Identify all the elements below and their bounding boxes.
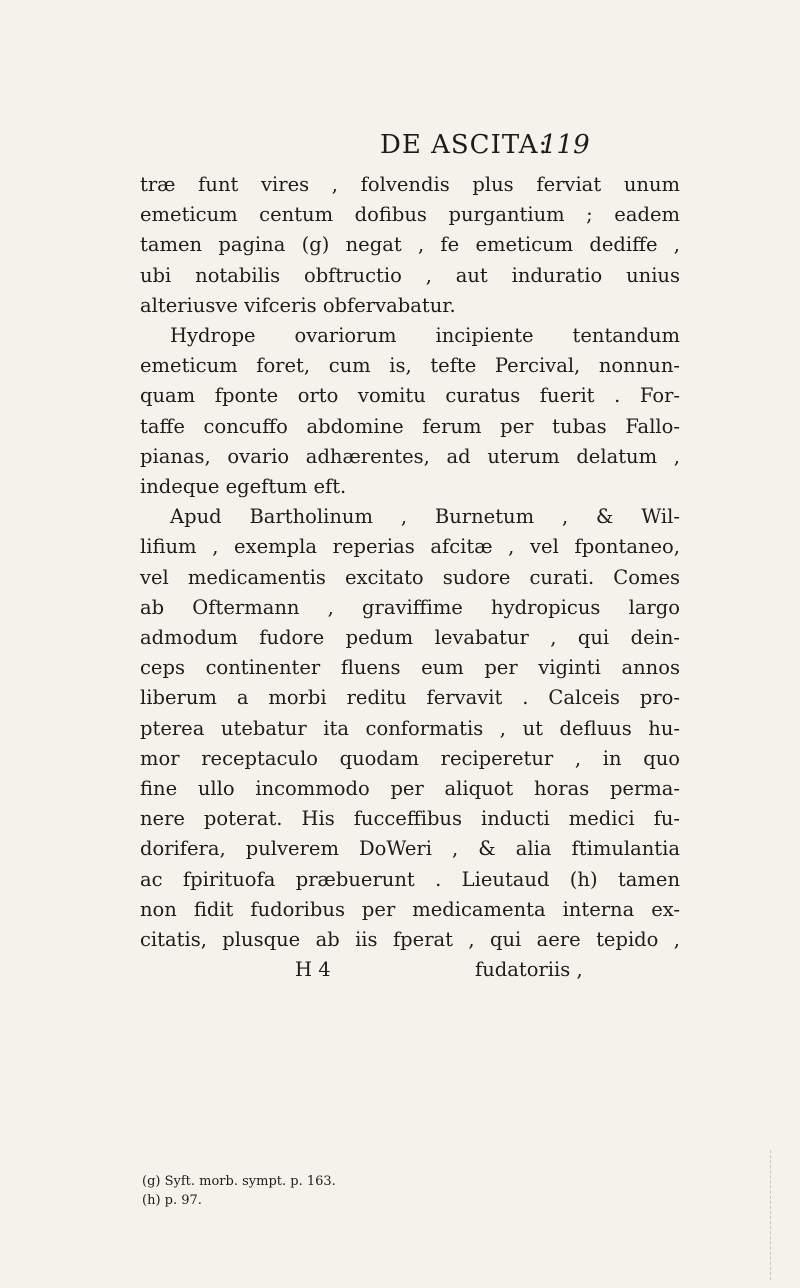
text-line: non fidit fudoribus per medicamenta interna ex-: [140, 897, 680, 921]
signature-mark: H 4: [295, 958, 331, 982]
text-line: citatis, plusque ab iis fperat , qui aere tepido ,: [140, 928, 680, 952]
text-line: nere poterat. His fucceffibus inducti medici fu-: [140, 807, 680, 831]
text-line: quam fponte orto vomitu curatus fuerit . For-: [140, 384, 680, 408]
text-line: alteriusve vifceris obfervabatur.: [140, 293, 456, 317]
text-line: ac fpirituofa præbuerunt . Lieutaud (h) tamen: [140, 867, 680, 891]
text-line: emeticum foret, cum is, tefte Percival, nonnun-: [140, 354, 680, 378]
text-line: Apud Bartholinum , Burnetum , & Wil-: [170, 505, 680, 529]
text-line: indeque egeftum eft.: [140, 475, 347, 499]
footnotes: [142, 1172, 336, 1210]
main-text: [140, 170, 680, 985]
text-line: taffe concuffo abdomine ferum per tubas Fallo-: [140, 414, 680, 438]
footnote: (h) p. 97.: [142, 1193, 202, 1208]
text-line: fine ullo incommodo per aliquot horas perma-: [140, 777, 680, 801]
text-line: tamen pagina (g) negat , fe emeticum dediffe ,: [140, 233, 680, 257]
page-number: 119: [540, 130, 590, 160]
text-line: liberum a morbi reditu fervavit . Calceis pro-: [140, 686, 680, 710]
text-line: træ funt vires , folvendis plus ferviat unum: [140, 173, 680, 196]
text-line: admodum fudore pedum levabatur , qui dein-: [140, 626, 680, 650]
text-line: ubi notabilis obftructio , aut induratio unius: [140, 263, 680, 287]
signature-line: [140, 955, 680, 985]
text-line: emeticum centum dofibus purgantium ; eadem: [140, 203, 680, 227]
text-line: ab Oftermann , graviffime hydropicus largo: [140, 595, 680, 619]
running-title-text: DE ASCITA:: [380, 130, 549, 160]
text-line: vel medicamentis excitato sudore curati. Comes: [140, 565, 680, 589]
scan-edge-mark: [770, 1150, 772, 1280]
text-line: lifium , exempla reperias afcitæ , vel fpontaneo,: [140, 535, 680, 559]
text-line: pterea utebatur ita conformatis , ut defluus hu-: [140, 716, 680, 740]
footnote: (g) Syft. morb. sympt. p. 163.: [142, 1174, 336, 1189]
text-line: Hydrope ovariorum incipiente tentandum: [170, 324, 680, 348]
text-line: ceps continenter fluens eum per viginti annos: [140, 656, 680, 680]
text-line: dorifera, pulverem DoWeri , & alia ftimulantia: [140, 837, 680, 861]
text-line: pianas, ovario adhærentes, ad uterum delatum ,: [140, 444, 680, 468]
text-line: mor receptaculo quodam reciperetur , in quo: [140, 746, 680, 770]
catchword: fudatoriis ,: [475, 958, 583, 982]
